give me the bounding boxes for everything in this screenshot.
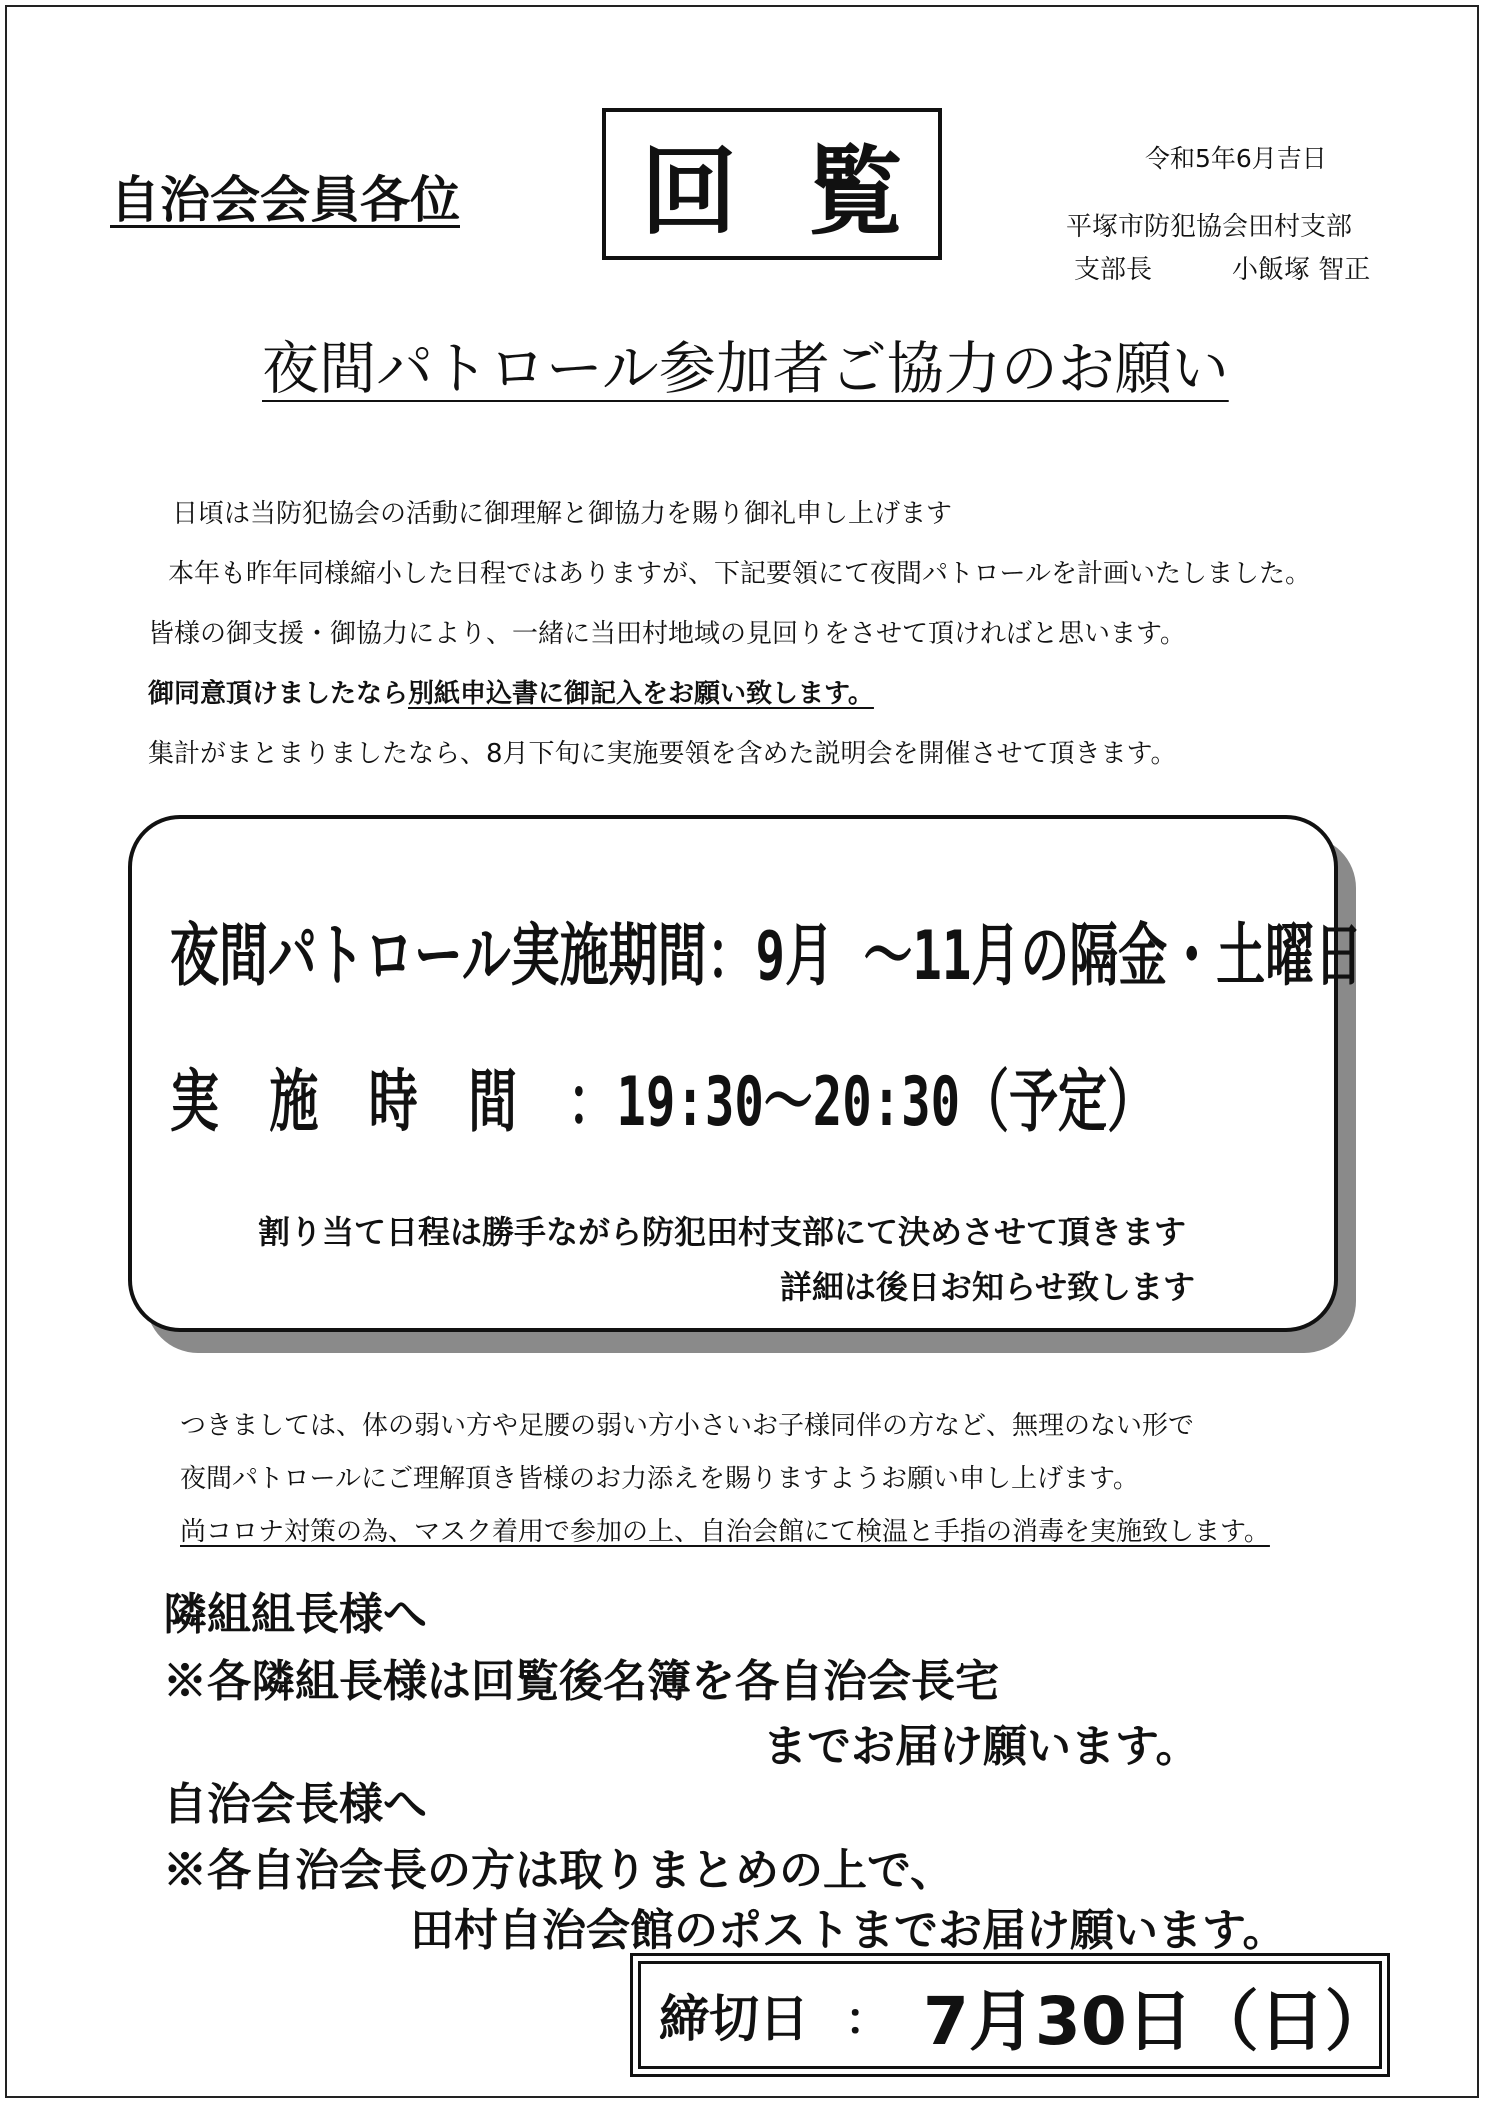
body-line-5: 集計がまとまりましたなら、8月下旬に実施要領を含めた説明会を開催させて頂きます。 (148, 739, 1177, 769)
signatory-role: 支部長 (1074, 255, 1153, 285)
deadline-label: 締切日 (659, 1990, 809, 2048)
covid-note: 尚コロナ対策の為、マスク着用で参加の上、自治会館にて検温と手指の消毒を実施致します。 (180, 1517, 1270, 1547)
group-leader-note-1: ※各隣組長様は回覧後名簿を各自治会長宅 (163, 1656, 999, 1707)
recipient-heading: 自治会会員各位 (110, 170, 460, 229)
to-group-leader-heading: 隣組組長様へ (163, 1589, 427, 1640)
kairan-stamp (602, 108, 973, 260)
to-chairman-heading: 自治会長様へ (163, 1779, 427, 1830)
group-leader-note-2: までお届け願います。 (763, 1721, 1200, 1772)
body2-line-1: つきましては、体の弱い方や足腰の弱い方小さいお子様同伴の方など、無理のない形で (180, 1411, 1195, 1441)
signatory (1074, 249, 1370, 286)
body-line-2: 本年も昨年同様縮小した日程ではありますが、下記要領にて夜間パトロールを計画いたしました。 (168, 559, 1311, 589)
issue-date: 令和5年6月吉日 (1145, 144, 1327, 173)
document-title: 夜間パトロール参加者ご協力のお願い (262, 336, 1229, 402)
patrol-time (170, 1048, 1156, 1145)
body2-line-2: 夜間パトロールにご理解頂き皆様のお力添えを賜りますようお願い申し上げます。 (180, 1464, 1139, 1494)
chairman-note-2: 田村自治会館のポストまでお届け願います。 (410, 1905, 1287, 1956)
detail-note: 詳細は後日お知らせ致します (780, 1268, 1196, 1306)
kairan-label: 回覧 (641, 134, 973, 248)
body-line-4 (148, 673, 874, 710)
body-line-1: 日頃は当防犯協会の活動に御理解と御協力を賜り御礼申し上げます (172, 499, 953, 529)
deadline-colon: ： (845, 1994, 889, 2045)
body-line-3: 皆様の御支援・御協力により、一緒に当田村地域の見回りをさせて頂ければと思います。 (148, 619, 1186, 649)
deadline-inner-frame (638, 1961, 1391, 2069)
signatory-name: 小飯塚 智正 (1232, 255, 1371, 285)
deadline-date: 7月30日（日） (923, 1982, 1391, 2060)
schedule-note: 割り当て日程は勝手ながら防犯田村支部にて決めさせて頂きます (258, 1213, 1187, 1251)
organization-name: 平塚市防犯協会田村支部 (1066, 212, 1353, 242)
consent-text: 御同意頂けましたなら (148, 679, 409, 709)
patrol-time-label: 実施時間 (170, 1063, 568, 1142)
patrol-time-value: ：19:30～20:30（予定） (567, 1063, 1156, 1142)
patrol-period: 夜間パトロール実施期間：9月 ～11月の隔金・土曜日 (170, 917, 1364, 996)
application-form-note: 別紙申込書に御記入をお願い致します。 (408, 679, 874, 709)
chairman-note-1: ※各自治会長の方は取りまとめの上で、 (163, 1845, 955, 1896)
deadline-box (630, 1953, 1390, 2077)
